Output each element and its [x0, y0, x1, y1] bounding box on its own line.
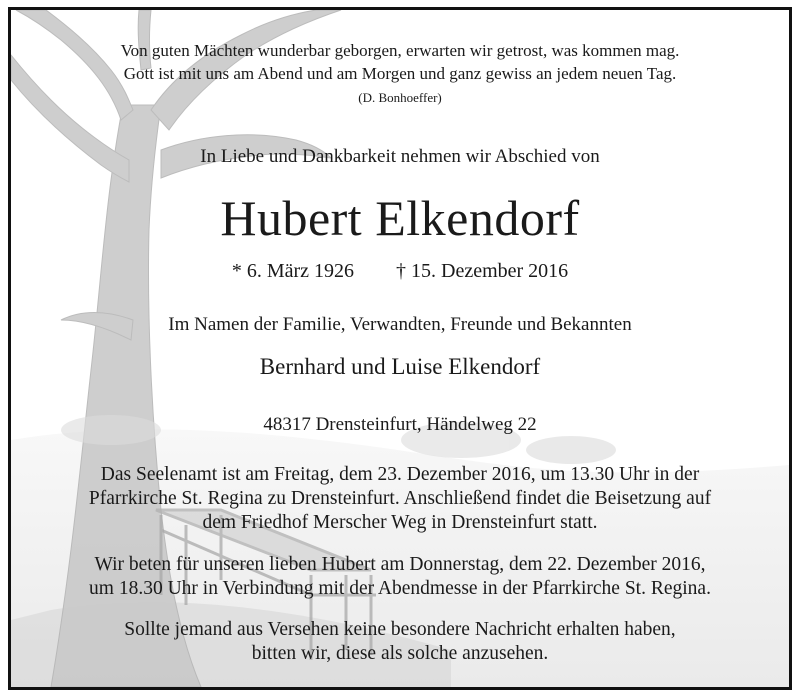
- prayer-line-1: Wir beten für unseren lieben Hubert am Donnerstag, dem 22. Dezember 2016,: [94, 554, 706, 575]
- requiem-line-1: Das Seelenamt ist am Freitag, dem 23. Dezember 2016, um 13.30 Uhr in der: [100, 464, 700, 485]
- deceased-name: Hubert Elkendorf: [220, 190, 580, 246]
- mourners-address: 48317 Drensteinfurt, Händelweg 22: [263, 414, 537, 435]
- obituary-notice: [8, 7, 792, 690]
- birth-date: * 6. März 1926: [231, 260, 355, 282]
- mourners-names: Bernhard und Luise Elkendorf: [259, 354, 541, 379]
- on-behalf-text: Im Namen der Familie, Verwandten, Freunde und Bekannten: [168, 314, 632, 335]
- death-date: † 15. Dezember 2016: [396, 260, 569, 282]
- prayer-line-2: um 18.30 Uhr in Verbindung mit der Abendmesse in der Pfarrkirche St. Regina.: [89, 578, 711, 599]
- motto-source: (D. Bonhoeffer): [358, 90, 442, 105]
- requiem-line-2: Pfarrkirche St. Regina zu Drensteinfurt. Anschließend findet die Beisetzung auf: [88, 488, 712, 509]
- closing-line-2: bitten wir, diese als solche anzusehen.: [251, 643, 549, 664]
- life-dates: [11, 261, 789, 281]
- motto-line-1: Von guten Mächten wunderbar geborgen, erwarten wir getrost, was kommen mag.: [120, 41, 680, 60]
- intro-text: In Liebe und Dankbarkeit nehmen wir Abschied von: [200, 146, 600, 167]
- notice-text: [11, 10, 789, 687]
- motto-line-2: Gott ist mit uns am Abend und am Morgen und ganz gewiss an jedem neuen Tag.: [123, 64, 677, 83]
- closing-line-1: Sollte jemand aus Versehen keine besondere Nachricht erhalten haben,: [124, 619, 676, 640]
- requiem-line-3: dem Friedhof Merscher Weg in Drensteinfurt statt.: [202, 512, 598, 533]
